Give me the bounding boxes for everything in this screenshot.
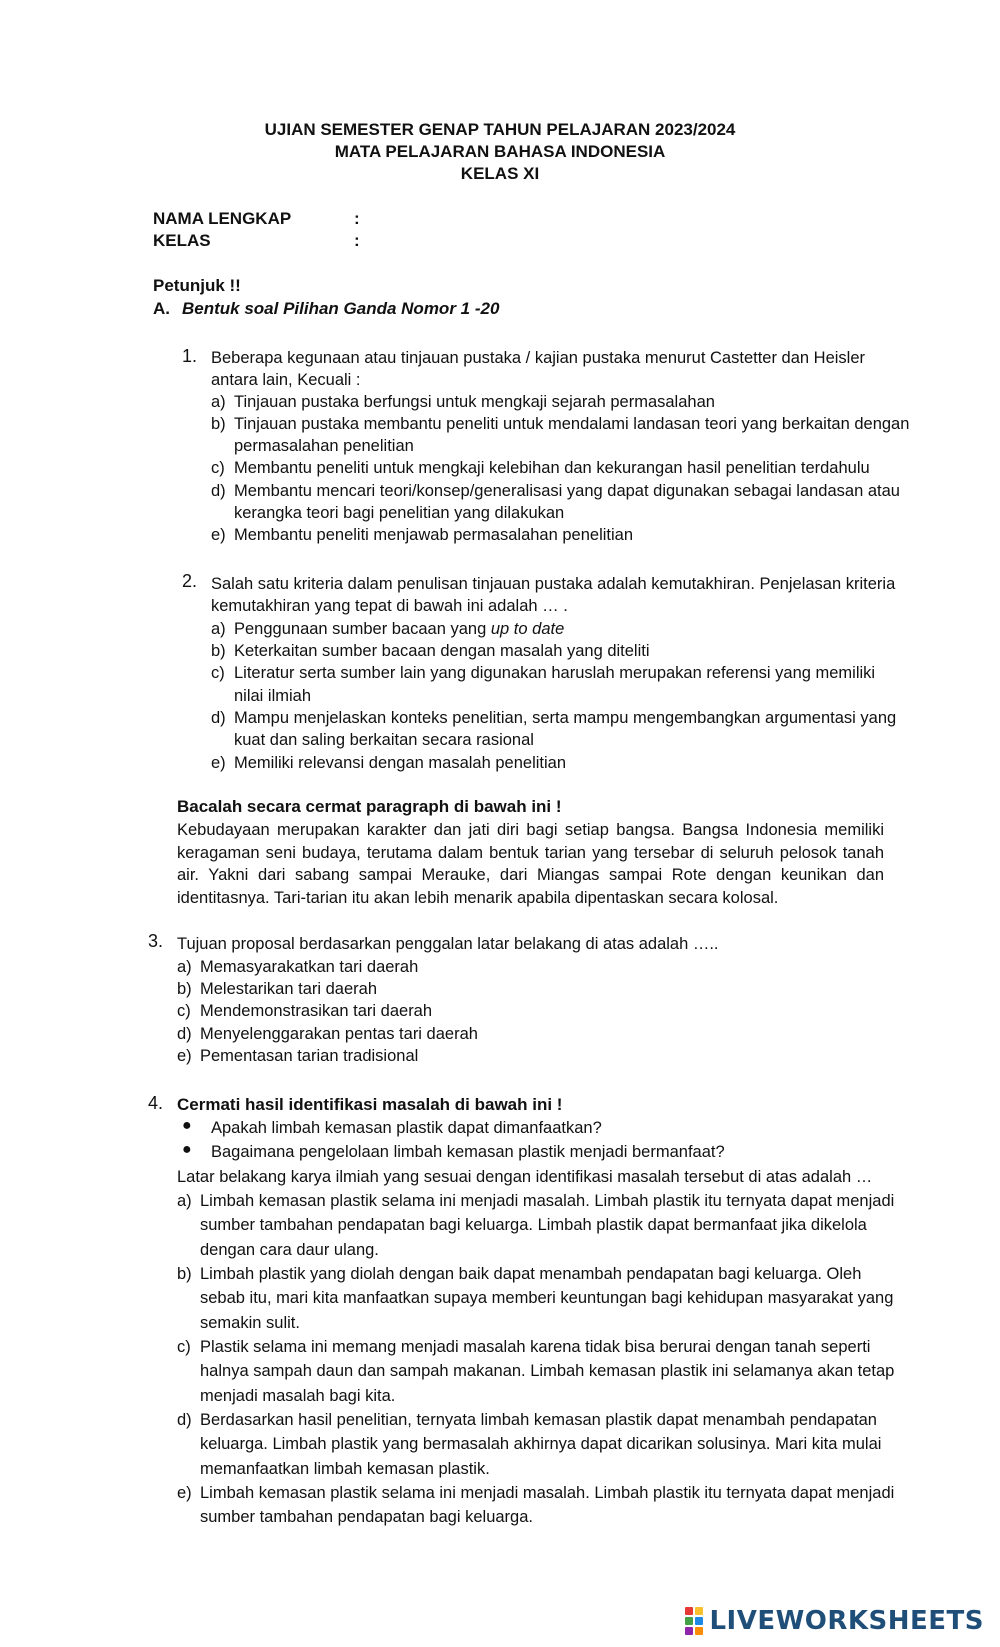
- q3-option-d[interactable]: Menyelenggarakan pentas tari daerah: [200, 1025, 478, 1043]
- q3-number: 3.: [148, 931, 164, 951]
- q3-option-a-letter: a): [177, 958, 192, 976]
- q4-option-a-letter: a): [177, 1192, 192, 1210]
- q4-option-b-line1[interactable]: Limbah plastik yang diolah dengan baik dapat menambah pendapatan bagi keluarga. Oleh: [200, 1265, 862, 1283]
- q2-option-d-line2[interactable]: kuat dan saling berkaitan secara rasional: [234, 731, 534, 749]
- q4-option-a-line3[interactable]: dengan cara daur ulang.: [200, 1241, 379, 1259]
- q2-option-b[interactable]: Keterkaitan sumber bacaan dengan masalah yang diteliti: [234, 642, 650, 660]
- q4-option-d-letter: d): [177, 1411, 192, 1429]
- q3-option-c[interactable]: Mendemonstrasikan tari daerah: [200, 1002, 433, 1020]
- q4-option-d-line2[interactable]: keluarga. Limbah plastik yang bermasalah akhirnya dapat dicarikan solusinya. Mari kita mulai: [200, 1435, 882, 1453]
- logo-square: [685, 1627, 693, 1635]
- q1-option-d-letter: d): [211, 482, 226, 500]
- q4-option-d-line3[interactable]: memanfaatkan limbah kemasan plastik.: [200, 1460, 490, 1478]
- exam-title: UJIAN SEMESTER GENAP TAHUN PELAJARAN 2023/2024: [264, 120, 736, 139]
- name-label: NAMA LENGKAP: [153, 209, 292, 228]
- q4-option-b-line3[interactable]: semakin sulit.: [200, 1314, 300, 1332]
- q1-option-c-letter: c): [211, 459, 225, 477]
- q4-option-c-line1[interactable]: Plastik selama ini memang menjadi masalah karena tidak bisa berurai dengan tanah seperti: [200, 1338, 871, 1356]
- class-label: KELAS: [153, 231, 211, 250]
- class-title: KELAS XI: [460, 164, 540, 183]
- name-colon: :: [354, 209, 360, 228]
- logo-text: LIVEWORKSHEETS: [709, 1606, 984, 1636]
- q3-option-a[interactable]: Memasyarakatkan tari daerah: [200, 958, 419, 976]
- logo-square: [695, 1617, 703, 1625]
- q1-option-b-line2[interactable]: permasalahan penelitian: [234, 437, 414, 455]
- q4-option-d-line1[interactable]: Berdasarkan hasil penelitian, ternyata limbah kemasan plastik dapat menambah pendapatan: [200, 1411, 877, 1429]
- q4-option-b-letter: b): [177, 1265, 192, 1283]
- q4-number: 4.: [148, 1093, 164, 1113]
- q3-option-c-letter: c): [177, 1002, 191, 1020]
- q4-option-a-line1[interactable]: Limbah kemasan plastik selama ini menjadi masalah. Limbah plastik itu ternyata dapat menjadi: [200, 1192, 895, 1210]
- q2-number: 2.: [182, 571, 198, 591]
- logo-square: [695, 1607, 703, 1615]
- subject-title: MATA PELAJARAN BAHASA INDONESIA: [334, 142, 666, 161]
- q2-option-d-line1[interactable]: Mampu menjelaskan konteks penelitian, serta mampu mengembangkan argumentasi yang: [234, 709, 897, 727]
- q2-option-b-letter: b): [211, 642, 226, 660]
- q2-option-d-letter: d): [211, 709, 226, 727]
- section-letter: A.: [153, 299, 170, 318]
- q4-option-a-line2[interactable]: sumber tambahan pendapatan bagi keluarga. Limbah plastik dapat bermanfaat jika dikelola: [200, 1216, 867, 1234]
- bullet-icon: ●: [182, 1141, 192, 1158]
- q1-option-e[interactable]: Membantu peneliti menjawab permasalahan penelitian: [234, 526, 633, 544]
- q3-option-b[interactable]: Melestarikan tari daerah: [200, 980, 378, 998]
- q3-option-e-letter: e): [177, 1047, 192, 1065]
- instructions-title: Petunjuk !!: [153, 276, 241, 295]
- q1-number: 1.: [182, 346, 198, 366]
- logo-square: [685, 1617, 693, 1625]
- q4-bullet-1: Apakah limbah kemasan plastik dapat dimanfaatkan?: [211, 1119, 602, 1137]
- reading-paragraph: Kebudayaan merupakan karakter dan jati diri bagi setiap bangsa. Bangsa Indonesia memiliki keragaman seni budaya, terutama dalam bentuk tarian yang tersebar di seluruh pelosok tanah air. Yakni dari sabang sampai Merauke, dari Miangas sampai Rote dengan keunikan dan identitasnya. Tari-tarian itu akan lebih menarik apabila dipentaskan secara kolosal.: [177, 821, 884, 907]
- q2-option-a-text: Penggunaan sumber bacaan yang: [234, 620, 491, 638]
- q4-option-c-letter: c): [177, 1338, 191, 1356]
- q2-option-c-line1[interactable]: Literatur serta sumber lain yang digunakan haruslah merupakan referensi yang memiliki: [234, 664, 876, 682]
- q2-text-line2: kemutakhiran yang tepat di bawah ini adalah … .: [211, 597, 568, 615]
- q4-bullet-2: Bagaimana pengelolaan limbah kemasan plastik menjadi bermanfaat?: [211, 1143, 725, 1161]
- q4-option-c-line3[interactable]: menjadi masalah bagi kita.: [200, 1387, 396, 1405]
- q1-option-e-letter: e): [211, 526, 226, 544]
- q1-option-a[interactable]: Tinjauan pustaka berfungsi untuk mengkaji sejarah permasalahan: [234, 393, 715, 411]
- q2-text-line1: Salah satu kriteria dalam penulisan tinjauan pustaka adalah kemutakhiran. Penjelasan kriteria: [211, 575, 896, 593]
- q2-option-a-italic: up to date: [490, 620, 565, 638]
- logo-square: [695, 1627, 703, 1635]
- q1-option-d-line1[interactable]: Membantu mencari teori/konsep/generalisasi yang dapat digunakan sebagai landasan atau: [234, 482, 900, 500]
- q1-option-b-letter: b): [211, 415, 226, 433]
- q3-text: Tujuan proposal berdasarkan penggalan latar belakang di atas adalah …..: [177, 935, 719, 953]
- q1-text-line1: Beberapa kegunaan atau tinjauan pustaka / kajian pustaka menurut Castetter dan Heisler: [211, 349, 866, 367]
- logo-square: [685, 1607, 693, 1615]
- class-colon: :: [354, 231, 360, 250]
- q4-option-e-line2[interactable]: sumber tambahan pendapatan bagi keluarga.: [200, 1508, 533, 1526]
- q2-option-c-line2[interactable]: nilai ilmiah: [234, 687, 312, 705]
- q1-option-a-letter: a): [211, 393, 226, 411]
- q3-option-b-letter: b): [177, 980, 192, 998]
- logo-squares-icon: [685, 1607, 703, 1635]
- q1-option-c[interactable]: Membantu peneliti untuk mengkaji kelebihan dan kekurangan hasil penelitian terdahulu: [234, 459, 870, 477]
- q2-option-c-letter: c): [211, 664, 225, 682]
- q4-title: Cermati hasil identifikasi masalah di bawah ini !: [177, 1095, 563, 1114]
- q2-option-e[interactable]: Memiliki relevansi dengan masalah penelitian: [234, 754, 567, 772]
- q1-option-d-line2[interactable]: kerangka teori bagi penelitian yang dilakukan: [234, 504, 565, 522]
- q4-option-c-line2[interactable]: halnya sampah daun dan sampah makanan. Limbah kemasan plastik ini selamanya akan tetap: [200, 1362, 895, 1380]
- q3-option-d-letter: d): [177, 1025, 192, 1043]
- liveworksheets-logo[interactable]: [685, 1606, 984, 1636]
- q4-prompt: Latar belakang karya ilmiah yang sesuai dengan identifikasi masalah tersebut di atas adalah …: [177, 1168, 873, 1186]
- q2-option-e-letter: e): [211, 754, 226, 772]
- q4-option-e-line1[interactable]: Limbah kemasan plastik selama ini menjadi masalah. Limbah plastik itu ternyata dapat menjadi: [200, 1484, 895, 1502]
- section-heading: Bentuk soal Pilihan Ganda Nomor 1 -20: [182, 299, 500, 318]
- q3-option-e[interactable]: Pementasan tarian tradisional: [200, 1047, 419, 1065]
- q1-option-b-line1[interactable]: Tinjauan pustaka membantu peneliti untuk mendalami landasan teori yang berkaitan dengan: [234, 415, 910, 433]
- q1-text-line2: antara lain, Kecuali :: [211, 371, 361, 389]
- reading-title: Bacalah secara cermat paragraph di bawah ini !: [177, 797, 562, 816]
- q2-option-a-letter: a): [211, 620, 226, 638]
- bullet-icon: ●: [182, 1117, 192, 1134]
- q4-option-b-line2[interactable]: sebab itu, mari kita manfaatkan supaya memberi keuntungan bagi kehidupan masyarakat yang: [200, 1289, 894, 1307]
- q2-option-a[interactable]: [234, 618, 564, 640]
- q4-option-e-letter: e): [177, 1484, 192, 1502]
